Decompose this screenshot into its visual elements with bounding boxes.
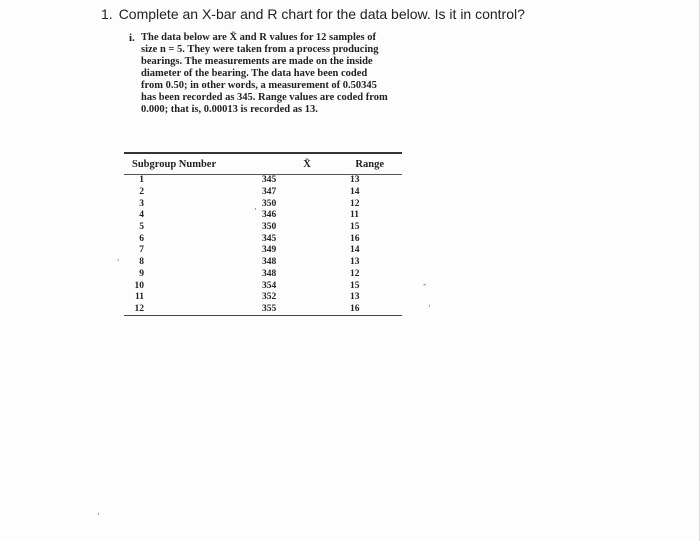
cell-subgroup: 5 — [139, 222, 144, 233]
cell-subgroup: 10 — [134, 280, 144, 291]
cell-range: 16 — [350, 303, 360, 314]
cell-xbar: 346 — [262, 210, 277, 221]
cell-range: 12 — [350, 198, 360, 209]
problem-paragraph — [141, 32, 401, 116]
cell-subgroup: 12 — [134, 303, 144, 314]
cell-range: 16 — [350, 233, 360, 244]
data-table — [124, 152, 402, 319]
cell-xbar: 348 — [262, 268, 277, 279]
cell-range: 13 — [350, 292, 360, 303]
question-text: Complete an X-bar and R chart for the data below. Is it in control? — [118, 6, 525, 22]
paragraph-line: 0.000; that is, 0.00013 is recorded as 13. — [141, 104, 318, 115]
table-row — [124, 245, 402, 257]
cell-xbar: 348 — [262, 257, 277, 268]
cell-range: 15 — [350, 280, 360, 291]
cell-subgroup: 4 — [139, 210, 144, 221]
paragraph-line: bearings. The measurements are made on the inside — [141, 56, 373, 67]
cell-subgroup: 1 — [139, 175, 144, 186]
cell-range: 14 — [350, 245, 360, 256]
table-row — [124, 257, 402, 269]
cell-xbar: 347 — [262, 187, 277, 198]
paragraph-line: from 0.50; in other words, a measurement of 0.50345 — [141, 80, 377, 91]
table-row — [124, 304, 402, 316]
stray-mark: · — [428, 302, 431, 312]
table-row — [124, 222, 402, 234]
cell-subgroup: 8 — [139, 257, 144, 268]
cell-subgroup: 7 — [139, 245, 144, 256]
paragraph-line: The data below are X̄ and R values for 12 samples of — [141, 32, 376, 43]
cell-xbar: 355 — [262, 303, 277, 314]
paragraph-line: has been recorded as 345. Range values are coded from — [141, 92, 388, 103]
cell-subgroup: 6 — [139, 233, 144, 244]
header-range: Range — [332, 153, 402, 175]
table-row — [124, 280, 402, 292]
cell-range: 11 — [350, 210, 359, 221]
cell-xbar: 354 — [262, 280, 277, 291]
cell-subgroup: 3 — [139, 198, 144, 209]
cell-subgroup: 2 — [139, 187, 144, 198]
paragraph-line: diameter of the bearing. The data have been coded — [141, 68, 368, 79]
table-row — [124, 187, 402, 199]
table-footer-rule — [124, 316, 402, 320]
table-row — [124, 269, 402, 281]
problem-bullet: i. — [129, 32, 135, 44]
stray-mark: · — [97, 510, 100, 520]
cell-range: 15 — [350, 222, 360, 233]
cell-xbar: 350 — [262, 198, 277, 209]
table-row — [124, 210, 402, 222]
table-row — [124, 233, 402, 245]
cell-xbar: 345 — [262, 175, 277, 186]
table-row — [124, 292, 402, 304]
cell-range: 13 — [350, 175, 360, 186]
cell-range: 13 — [350, 257, 360, 268]
cell-xbar: 345 — [262, 233, 277, 244]
table-row — [124, 175, 402, 187]
header-xbar: X̄ — [262, 153, 332, 175]
table-body — [124, 175, 402, 316]
cell-xbar: 349 — [262, 245, 277, 256]
stray-mark: · — [254, 205, 257, 215]
table-header-row — [124, 153, 402, 175]
cell-xbar: 352 — [262, 292, 277, 303]
cell-range: 12 — [350, 268, 360, 279]
cell-range: 14 — [350, 187, 360, 198]
table-row — [124, 198, 402, 210]
stray-mark: - — [423, 280, 427, 290]
paragraph-line: size n = 5. They were taken from a process producing — [141, 44, 379, 55]
stray-mark: ˈ — [117, 258, 120, 267]
question-number: 1. — [101, 6, 113, 22]
cell-xbar: 350 — [262, 222, 277, 233]
cell-subgroup: 11 — [135, 292, 144, 303]
cell-subgroup: 9 — [139, 268, 144, 279]
header-subgroup-number: Subgroup Number — [124, 153, 262, 175]
question-heading — [101, 6, 525, 22]
